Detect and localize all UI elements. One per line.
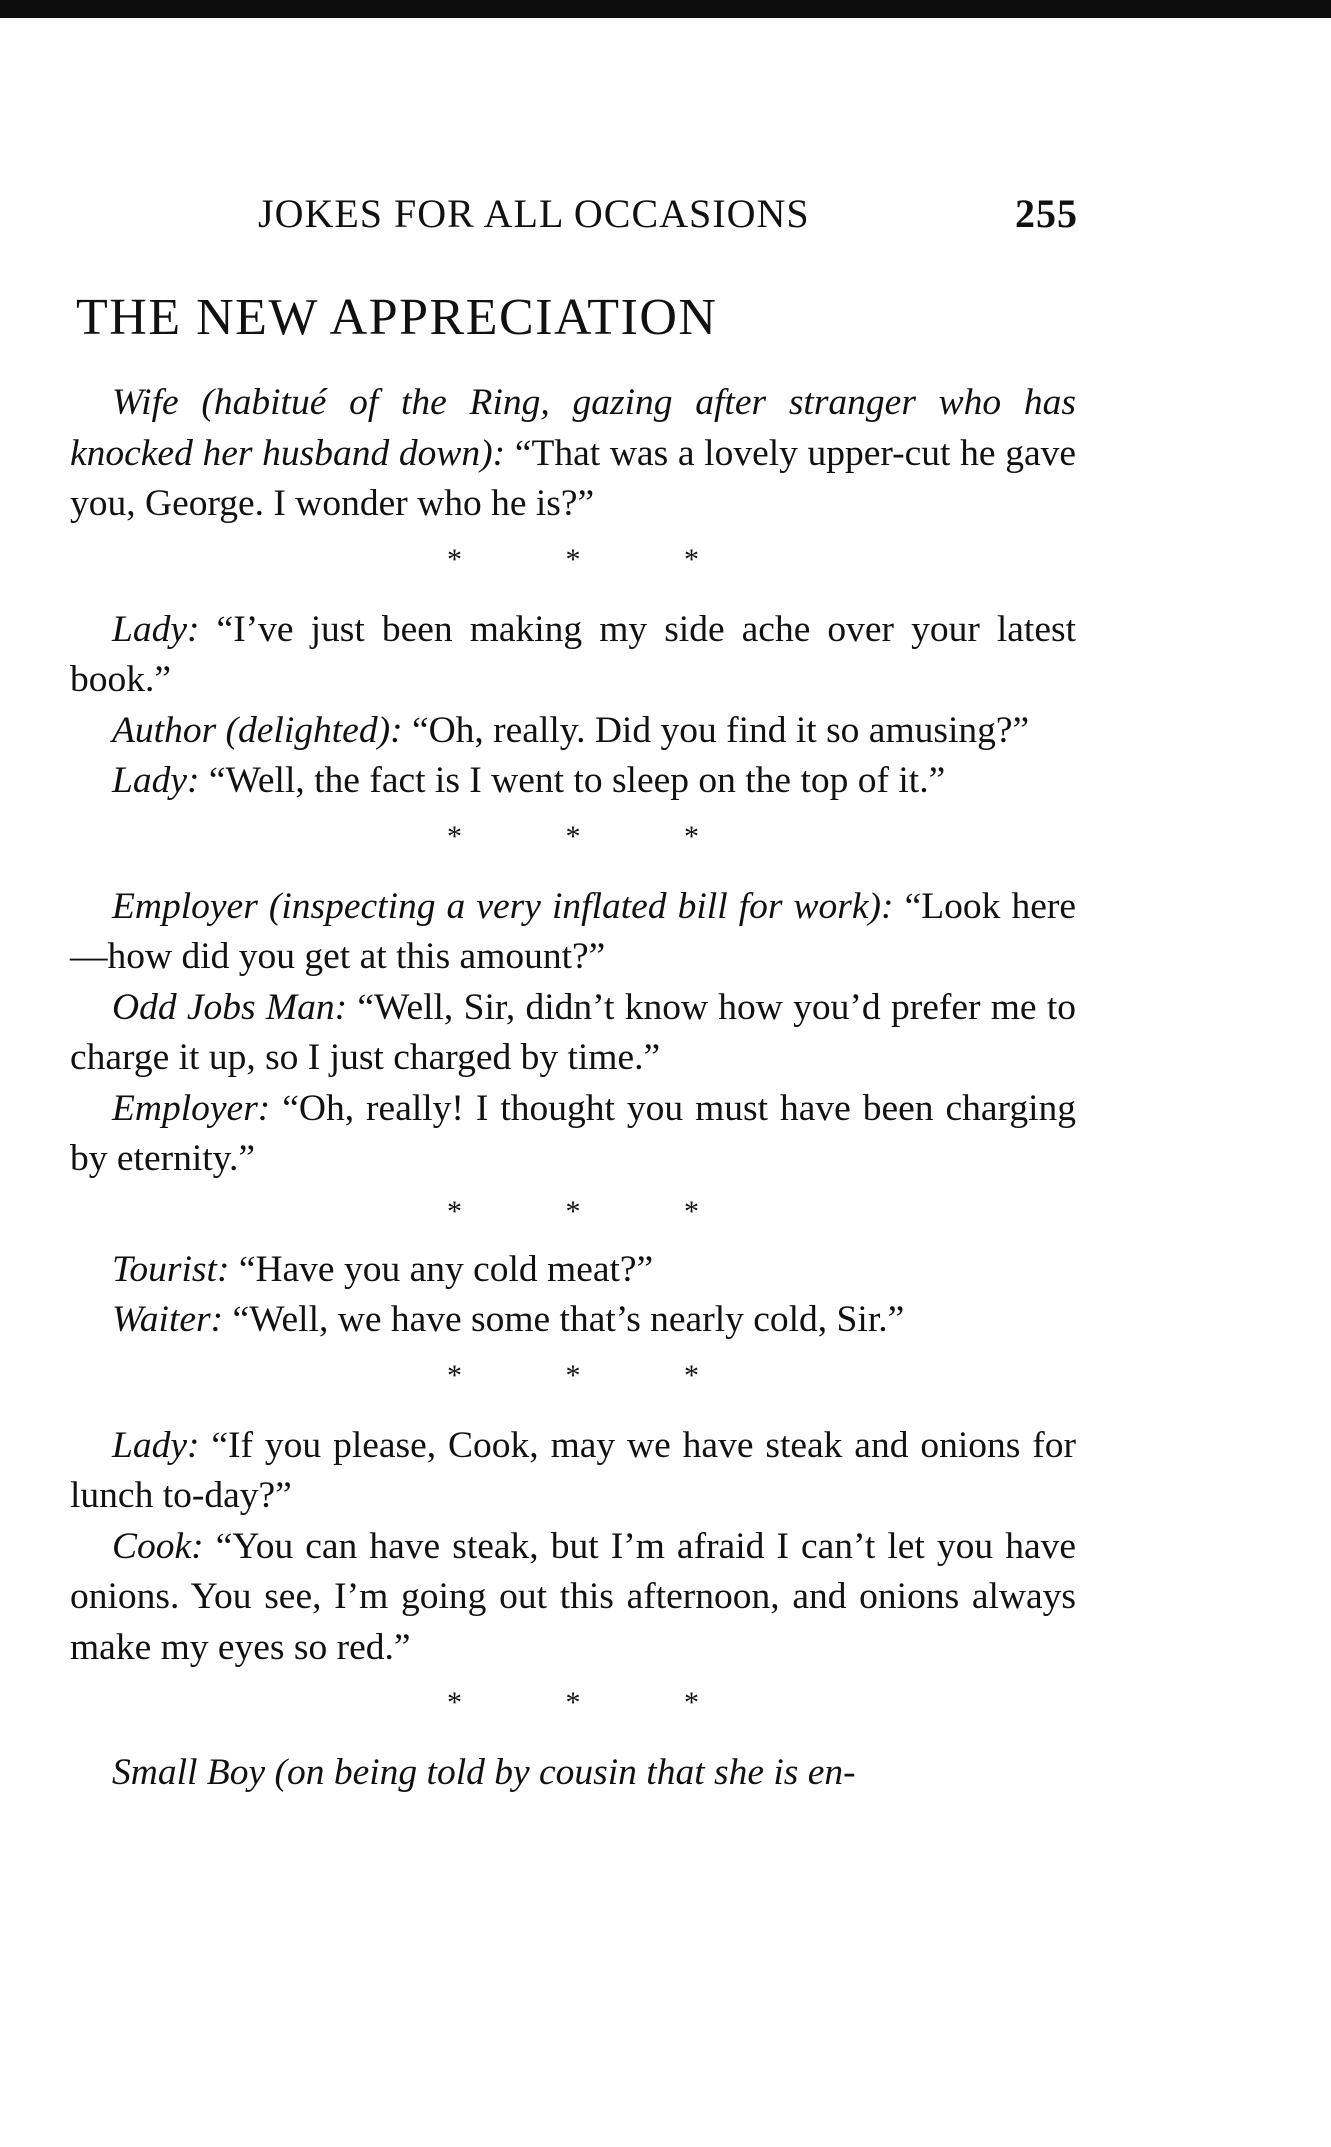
speaker-tag: Employer (inspecting a very inflated bill for work):: [112, 885, 894, 927]
dialogue-text: “Look here—how did you get at this amount?”: [70, 885, 1076, 977]
speaker-tag: Tourist:: [112, 1248, 230, 1290]
speaker-tag: Waiter:: [112, 1299, 224, 1340]
speaker-tag: Cook:: [112, 1525, 204, 1567]
joke: [70, 1421, 1076, 1674]
section-separator: * * *: [447, 542, 747, 576]
joke-line: [70, 1084, 1076, 1185]
page-number: 255: [1015, 191, 1078, 236]
speaker-tag: Lady:: [112, 608, 200, 650]
joke: [70, 1748, 1076, 1799]
joke-line: [70, 1295, 1076, 1346]
joke-line: [70, 706, 1076, 757]
joke: [70, 378, 1076, 530]
running-head: [258, 190, 1078, 240]
joke: [70, 1245, 1076, 1346]
dialogue-text: “That was a lovely upper-cut he gave you, George. I wonder who he is?”: [70, 432, 1076, 524]
speaker-tag: Employer:: [112, 1087, 271, 1129]
section-separator: * * *: [447, 1358, 747, 1392]
speaker-tag: Lady:: [112, 1424, 200, 1466]
section-separator: * * *: [447, 1686, 747, 1719]
dialogue-text: “Oh, really. Did you find it so amusing?”: [402, 709, 1030, 751]
joke-line: [70, 983, 1076, 1084]
speaker-tag: Lady:: [112, 760, 200, 801]
section-heading: THE NEW APPRECIATION: [76, 289, 718, 346]
joke-line: [70, 1421, 1076, 1522]
section-separator: * * *: [447, 819, 747, 853]
dialogue-text: “If you please, Cook, may we have steak and onions for lunch to-day?”: [70, 1424, 1076, 1516]
speaker-tag: Small Boy (on being told by cousin that she is en-: [112, 1752, 856, 1793]
dialogue-text: “You can have steak, but I’m afraid I can’t let you have onions. You see, I’m going out this afternoon, and onions always make my eyes so red.”: [70, 1525, 1076, 1668]
joke-line: [70, 1245, 1076, 1296]
dialogue-text: “Well, Sir, didn’t know how you’d prefer me to charge it up, so I just charged by time.”: [70, 986, 1077, 1078]
joke-line: [70, 378, 1076, 530]
joke-line: [70, 605, 1076, 706]
section-separator: * * *: [447, 1194, 747, 1228]
jokes-body: [70, 378, 1076, 1799]
dialogue-text: “Have you any cold meat?”: [229, 1248, 654, 1290]
speaker-tag: Wife (habitué of the Ring, gazing after stranger who has knocked her husband down):: [70, 382, 1076, 474]
running-title: JOKES FOR ALL OCCASIONS: [258, 191, 810, 236]
dialogue-text: “Oh, really! I thought you must have been charging by eternity.”: [70, 1087, 1076, 1179]
dialogue-text: “Well, we have some that’s nearly cold, Sir.”: [223, 1299, 905, 1340]
joke-line: [70, 882, 1076, 983]
joke: [70, 882, 1076, 1185]
joke: [70, 605, 1076, 807]
scan-top-border: [0, 0, 1331, 18]
joke-line: [70, 1522, 1076, 1674]
speaker-tag: Odd Jobs Man:: [112, 986, 348, 1028]
speaker-tag: Author (delighted):: [112, 709, 403, 751]
dialogue-text: “I’ve just been making my side ache over your latest book.”: [70, 608, 1076, 700]
joke-line: [70, 756, 1076, 807]
joke-line: [70, 1748, 1076, 1799]
dialogue-text: “Well, the fact is I went to sleep on the top of it.”: [199, 760, 946, 801]
